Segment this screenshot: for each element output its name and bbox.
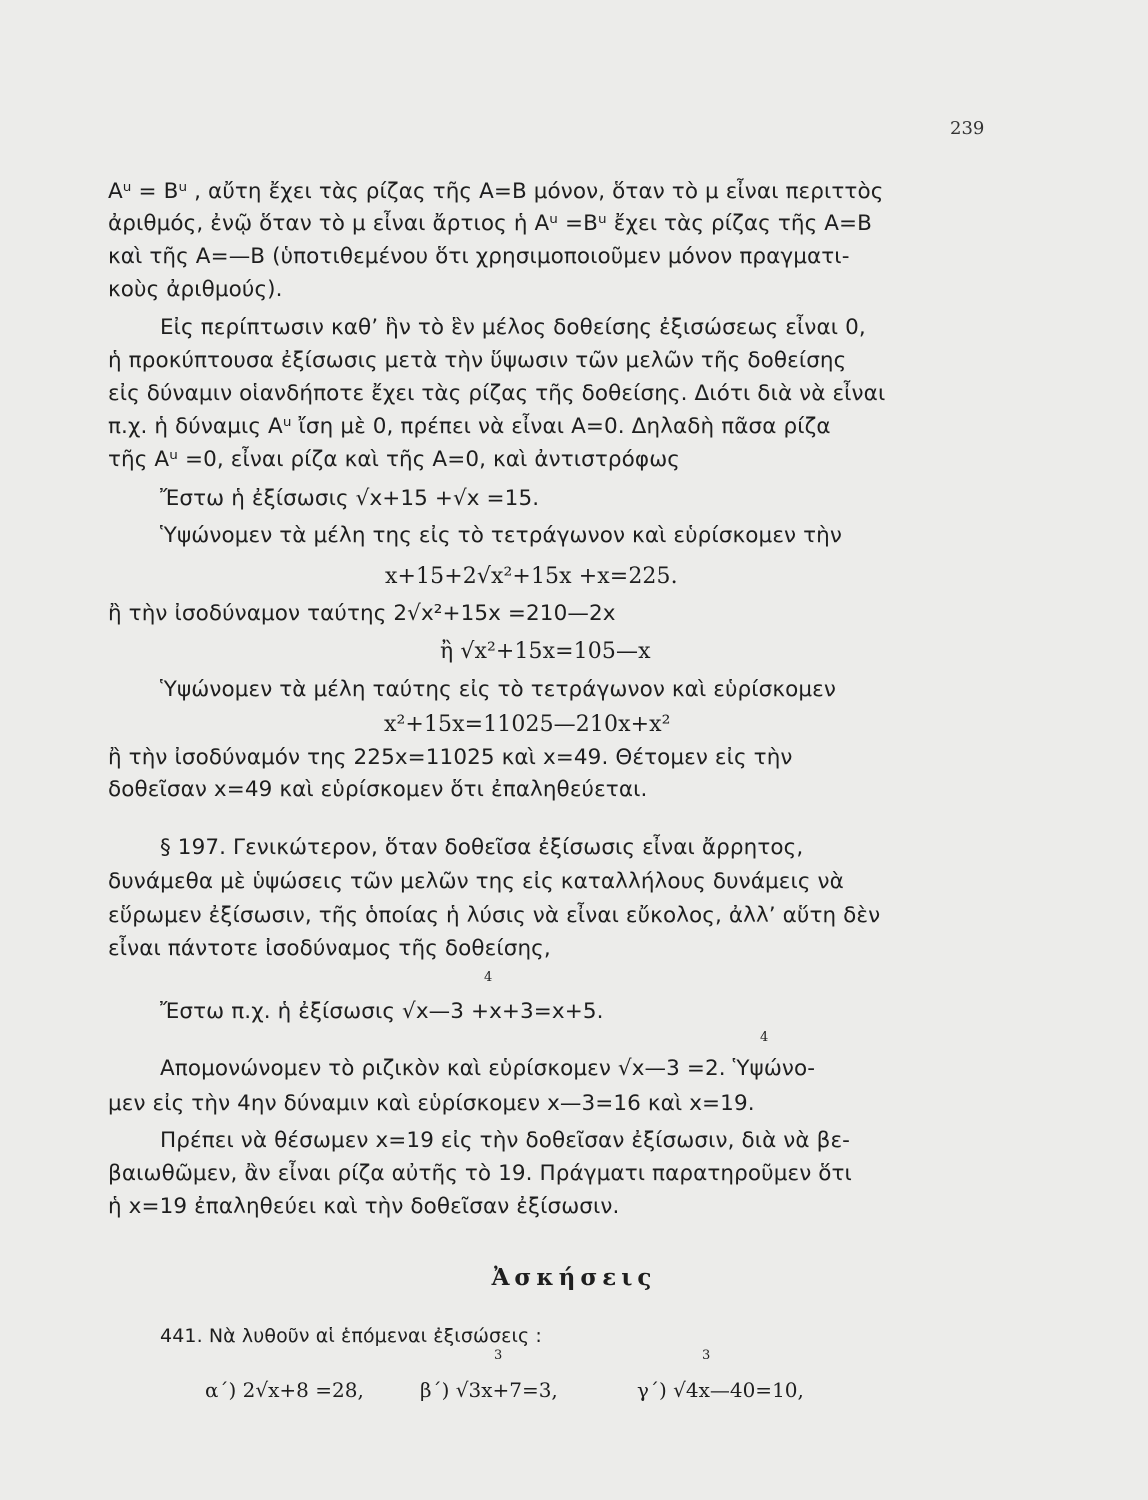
text-line: π.χ. ἡ δύναμις Aᵘ ἴση μὲ 0, πρέπει νὰ εἶναι A=0. Δηλαδὴ πᾶσα ρίζα [108, 414, 831, 439]
text-line: δοθεῖσαν x=49 καὶ εὑρίσκομεν ὅτι ἐπαληθεύεται. [108, 777, 648, 802]
text-line: εἰς δύναμιν οἱανδήποτε ἔχει τὰς ρίζας τῆς δοθείσης. Διότι διὰ νὰ εἶναι [108, 381, 886, 406]
equation-line: x+15+2√x²+15x +x=225. [385, 564, 678, 589]
text-line: Ὑψώνομεν τὰ μέλη ταύτης εἰς τὸ τετράγωνον καὶ εὑρίσκομεν [160, 677, 837, 702]
text-line: Απομονώνομεν τὸ ριζικὸν καὶ εὑρίσκομεν √x—3 =2. Ὑψώνο- [160, 1056, 816, 1081]
text-line: τῆς Aᵘ =0, εἶναι ρίζα καὶ τῆς A=0, καὶ ἀντιστρόφως [108, 447, 681, 472]
text-line: Εἰς περίπτωσιν καθ’ ἣν τὸ ἓν μέλος δοθείσης ἐξισώσεως εἶναι 0, [160, 315, 866, 340]
root-index: 4 [484, 970, 493, 985]
text-line: Aᵘ = Bᵘ , αὔτη ἔχει τὰς ρίζας τῆς A=B μόνον, ὅταν τὸ μ εἶναι περιττὸς [108, 179, 884, 204]
text-line: εἶναι πάντοτε ἰσοδύναμος τῆς δοθείσης, [108, 936, 551, 961]
root-index: 3 [494, 1348, 503, 1363]
exercise-c: γ΄) √4x—40=10, [637, 1378, 804, 1402]
equation-line: Ἔστω π.χ. ἡ ἐξίσωσις √x—3 +x+3=x+5. [160, 999, 604, 1024]
text-line: ἢ τὴν ἰσοδύναμόν της 225x=11025 καὶ x=49. Θέτομεν εἰς τὴν [108, 745, 793, 770]
equation-line: ἢ √x²+15x=105—x [440, 639, 651, 664]
root-index: 3 [702, 1348, 711, 1363]
section-197-line: § 197. Γενικώτερον, ὅταν δοθεῖσα ἐξίσωσις εἶναι ἄρρητος, [160, 835, 804, 860]
text-line: εὕρωμεν ἐξίσωσιν, τῆς ὁποίας ἡ λύσις νὰ εἶναι εὔκολος, ἀλλ’ αὕτη δὲν [108, 903, 881, 928]
exercise-a: α΄) 2√x+8 =28, [205, 1378, 364, 1402]
equation-line: x²+15x=11025—210x+x² [384, 712, 671, 737]
text-line: μεν εἰς τὴν 4ην δύναμιν καὶ εὑρίσκομεν x—3=16 καὶ x=19. [108, 1091, 755, 1116]
root-index: 4 [760, 1030, 769, 1045]
text-line: Πρέπει νὰ θέσωμεν x=19 εἰς τὴν δοθεῖσαν ἐξίσωσιν, διὰ νὰ βε- [160, 1128, 851, 1153]
equation-line: ἢ τὴν ἰσοδύναμον ταύτης 2√x²+15x =210—2x [108, 601, 616, 626]
text-line: καὶ τῆς A=—B (ὑποτιθεμένου ὅτι χρησιμοποιοῦμεν μόνον πραγματι- [108, 244, 850, 269]
exercise-b: β΄) √3x+7=3, [420, 1378, 558, 1402]
exercise-intro: 441. Νὰ λυθοῦν αἱ ἑπόμεναι ἐξισώσεις : [160, 1325, 542, 1347]
text-line: ἡ προκύπτουσα ἐξίσωσις μετὰ τὴν ὕψωσιν τῶν μελῶν τῆς δοθείσης [108, 348, 847, 373]
text-line: ἡ x=19 ἐπαληθεύει καὶ τὴν δοθεῖσαν ἐξίσωσιν. [108, 1194, 620, 1219]
section-heading: Ἀσκήσεις [491, 1264, 657, 1291]
text-line: βαιωθῶμεν, ἂν εἶναι ρίζα αὐτῆς τὸ 19. Πράγματι παρατηροῦμεν ὅτι [108, 1161, 852, 1186]
text-line: δυνάμεθα μὲ ὑψώσεις τῶν μελῶν της εἰς καταλλήλους δυνάμεις νὰ [108, 869, 844, 894]
text-line: ἀριθμός, ἐνῷ ὅταν τὸ μ εἶναι ἄρτιος ἡ Aᵘ =Bᵘ ἔχει τὰς ρίζας τῆς A=B [108, 211, 873, 236]
equation-line: Ἔστω ἡ ἐξίσωσις √x+15 +√x =15. [160, 486, 540, 511]
text-line: Ὑψώνομεν τὰ μέλη της εἰς τὸ τετράγωνον καὶ εὑρίσκομεν τὴν [160, 523, 842, 548]
text-line: κοὺς ἀριθμούς). [108, 277, 283, 302]
page-number: 239 [950, 118, 985, 139]
